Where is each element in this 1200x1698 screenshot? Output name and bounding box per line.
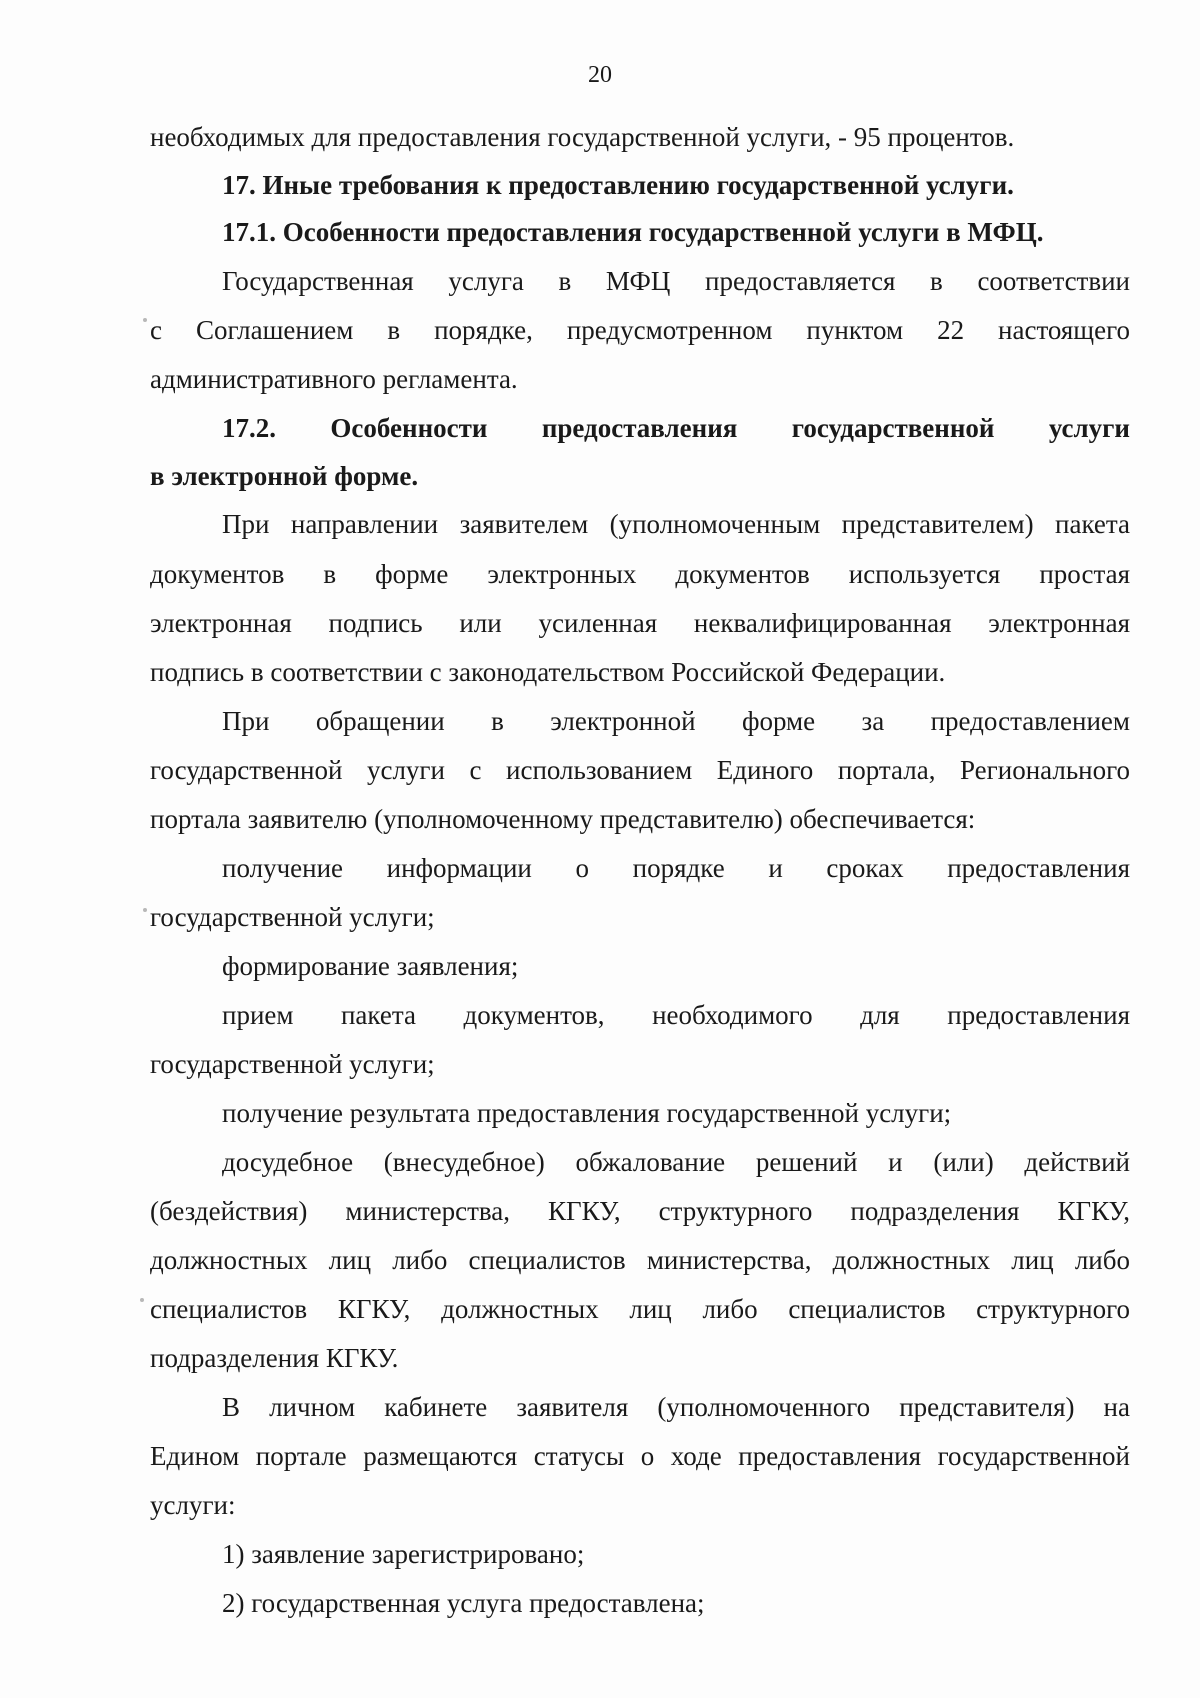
scan-speck [143,908,147,912]
text-line: получение информации о порядке и сроках предоставления [222,853,1130,883]
scan-speck [143,318,147,322]
page-number: 20 [588,62,612,88]
text-line: государственной услуги с использованием Единого портала, Регионального [150,755,1130,785]
subsection-heading: 17.1. Особенности предоставления государственной услуги в МФЦ. [222,217,1044,247]
text-line: государственной услуги; [150,1049,435,1079]
text-line: государственной услуги; [150,902,435,932]
text-line: Едином портале размещаются статусы о ходе предоставления государственной [150,1441,1130,1471]
text-line: электронная подпись или усиленная неквалифицированная электронная [150,608,1130,638]
scan-speck [140,1298,144,1302]
text-line: подпись в соответствии с законодательством Российской Федерации. [150,657,946,687]
text-line: При обращении в электронной форме за предоставлением [222,706,1130,736]
text-line: документов в форме электронных документов используется простая [150,559,1130,589]
text-line: 2) государственная услуга предоставлена; [222,1588,705,1618]
text-line: должностных лиц либо специалистов министерства, должностных лиц либо [150,1245,1130,1275]
text-line: Государственная услуга в МФЦ предоставляется в соответствии [222,266,1130,296]
text-line: прием пакета документов, необходимого для предоставления [222,1000,1130,1030]
text-line: с Соглашением в порядке, предусмотренном пунктом 22 настоящего [150,315,1130,345]
subsection-heading: в электронной форме. [150,461,419,491]
text-line: В личном кабинете заявителя (уполномоченного представителя) на [222,1392,1130,1422]
text-line: специалистов КГКУ, должностных лиц либо специалистов структурного [150,1294,1130,1324]
text-line: подразделения КГКУ. [150,1343,399,1373]
text-line: 1) заявление зарегистрировано; [222,1539,585,1569]
text-line: досудебное (внесудебное) обжалование решений и (или) действий [222,1147,1130,1177]
text-line: портала заявителю (уполномоченному представителю) обеспечивается: [150,804,976,834]
subsection-heading: 17.2. Особенности предоставления государственной услуги [222,413,1130,443]
text-line: административного регламента. [150,364,518,394]
section-heading: 17. Иные требования к предоставлению государственной услуги. [222,170,1014,200]
text-line: необходимых для предоставления государственной услуги, - 95 процентов. [150,122,1015,152]
text-line: При направлении заявителем (уполномоченным представителем) пакета [222,509,1130,539]
text-line: формирование заявления; [222,951,519,981]
text-line: получение результата предоставления государственной услуги; [222,1098,952,1128]
text-line: (бездействия) министерства, КГКУ, структурного подразделения КГКУ, [150,1196,1130,1226]
text-line: услуги: [150,1490,236,1520]
